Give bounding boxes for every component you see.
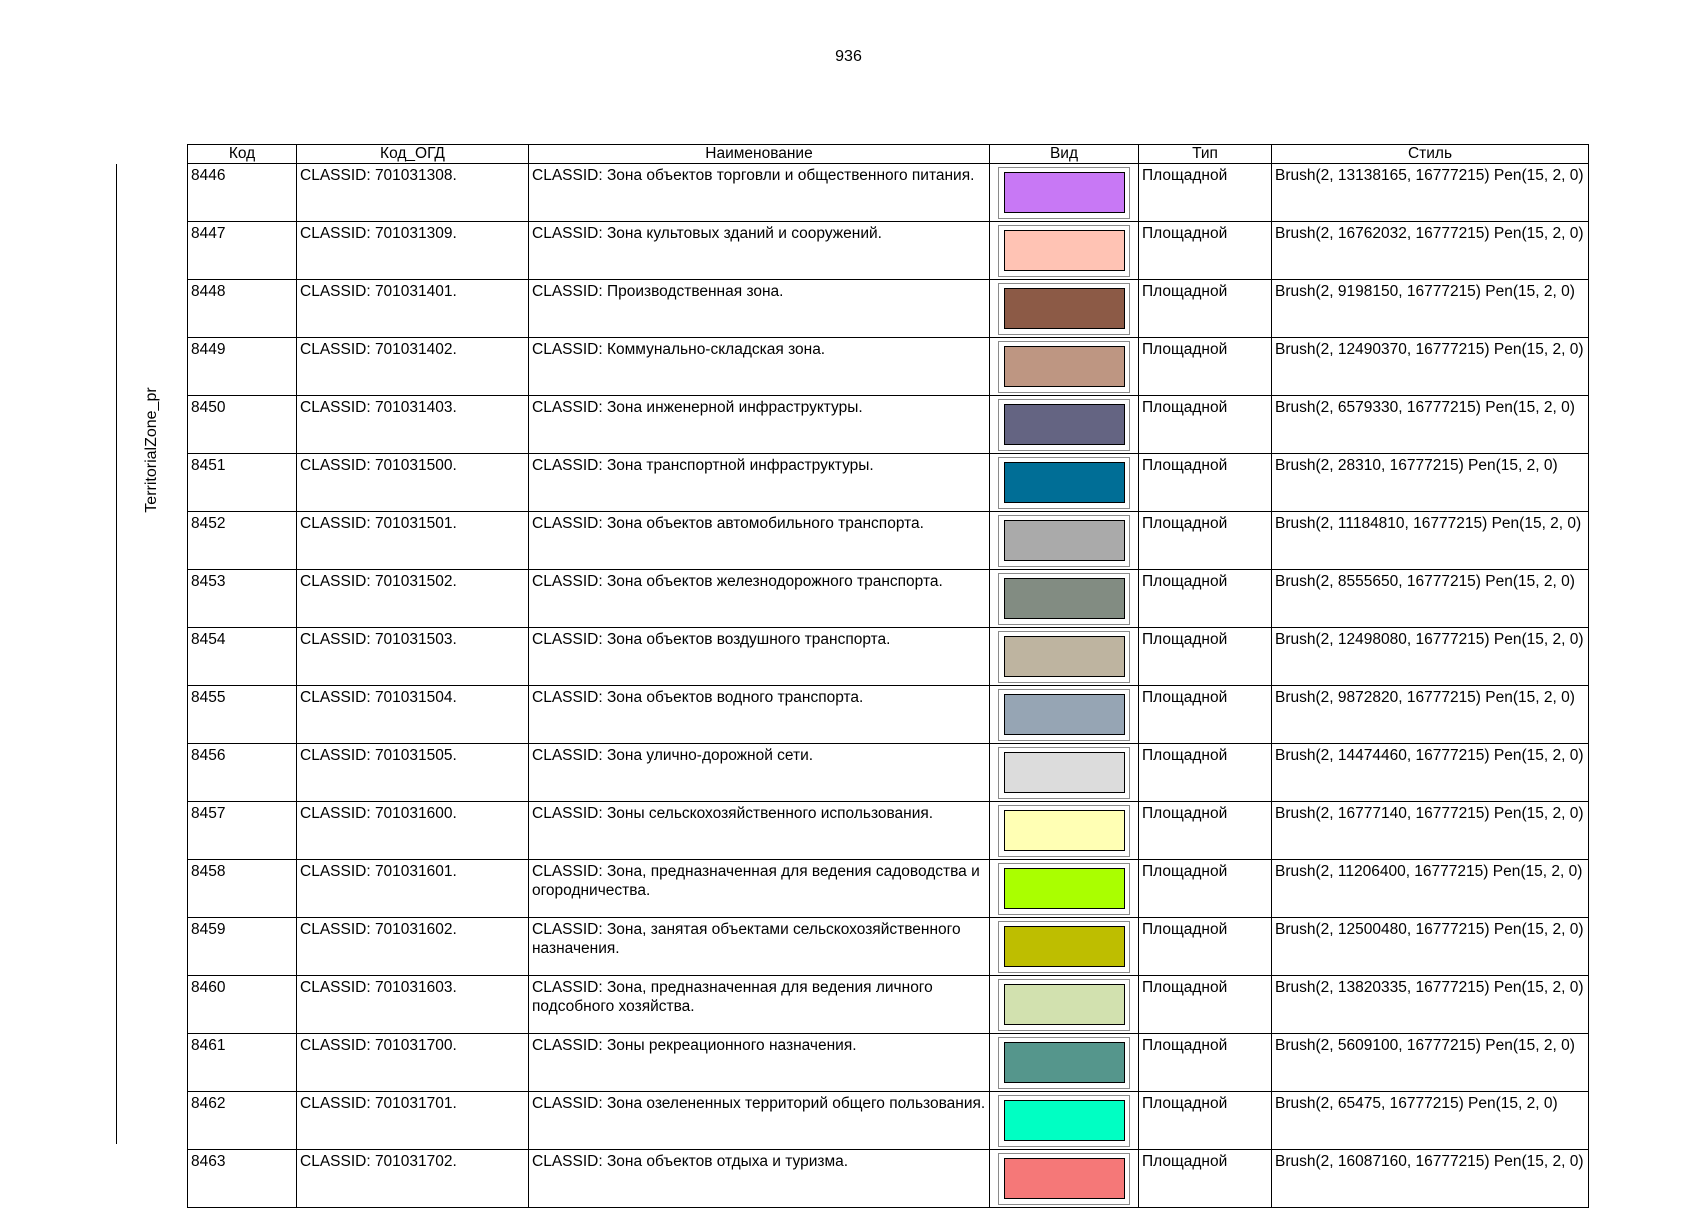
page-number: 936 xyxy=(835,48,862,65)
cell-style: Brush(2, 65475, 16777215) Pen(15, 2, 0) xyxy=(1272,1092,1589,1150)
cell-code: 8448 xyxy=(188,280,297,338)
cell-name: CLASSID: Зона, занятая объектами сельскохозяйственного назначения. xyxy=(529,918,990,976)
cell-ogd-code: CLASSID: 701031602. xyxy=(297,918,529,976)
table-row xyxy=(188,976,1589,1034)
cell-code: 8461 xyxy=(188,1034,297,1092)
cell-name: CLASSID: Зона объектов железнодорожного транспорта. xyxy=(529,570,990,628)
cell-ogd-code: CLASSID: 701031501. xyxy=(297,512,529,570)
swatch-frame xyxy=(998,225,1130,277)
table-row xyxy=(188,222,1589,280)
table-row xyxy=(188,1092,1589,1150)
swatch-frame xyxy=(998,341,1130,393)
cell-style: Brush(2, 8555650, 16777215) Pen(15, 2, 0) xyxy=(1272,570,1589,628)
color-swatch xyxy=(1004,346,1125,387)
cell-view xyxy=(990,454,1139,512)
cell-type: Площадной xyxy=(1139,686,1272,744)
color-swatch xyxy=(1004,810,1125,851)
cell-name: CLASSID: Зона инженерной инфраструктуры. xyxy=(529,396,990,454)
swatch-frame xyxy=(998,457,1130,509)
cell-style: Brush(2, 13820335, 16777215) Pen(15, 2, 0) xyxy=(1272,976,1589,1034)
cell-code: 8450 xyxy=(188,396,297,454)
table-row xyxy=(188,918,1589,976)
color-swatch xyxy=(1004,1158,1125,1199)
cell-ogd-code: CLASSID: 701031600. xyxy=(297,802,529,860)
cell-name: CLASSID: Зона, предназначенная для ведения личного подсобного хозяйства. xyxy=(529,976,990,1034)
cell-code: 8446 xyxy=(188,164,297,222)
cell-ogd-code: CLASSID: 701031700. xyxy=(297,1034,529,1092)
cell-type: Площадной xyxy=(1139,338,1272,396)
column-header-code: Код xyxy=(188,145,297,164)
cell-style: Brush(2, 16087160, 16777215) Pen(15, 2, 0) xyxy=(1272,1150,1589,1208)
cell-ogd-code: CLASSID: 701031500. xyxy=(297,454,529,512)
cell-type: Площадной xyxy=(1139,396,1272,454)
swatch-frame xyxy=(998,1153,1130,1205)
cell-style: Brush(2, 12500480, 16777215) Pen(15, 2, 0) xyxy=(1272,918,1589,976)
color-swatch xyxy=(1004,230,1125,271)
cell-style: Brush(2, 16762032, 16777215) Pen(15, 2, 0) xyxy=(1272,222,1589,280)
cell-code: 8447 xyxy=(188,222,297,280)
table-row xyxy=(188,1034,1589,1092)
cell-code: 8462 xyxy=(188,1092,297,1150)
cell-ogd-code: CLASSID: 701031701. xyxy=(297,1092,529,1150)
cell-view xyxy=(990,744,1139,802)
cell-style: Brush(2, 5609100, 16777215) Pen(15, 2, 0) xyxy=(1272,1034,1589,1092)
cell-type: Площадной xyxy=(1139,454,1272,512)
color-swatch xyxy=(1004,694,1125,735)
cell-name: CLASSID: Зона культовых зданий и сооружений. xyxy=(529,222,990,280)
cell-view xyxy=(990,396,1139,454)
color-swatch xyxy=(1004,926,1125,967)
swatch-frame xyxy=(998,167,1130,219)
cell-ogd-code: CLASSID: 701031603. xyxy=(297,976,529,1034)
cell-code: 8457 xyxy=(188,802,297,860)
cell-view xyxy=(990,338,1139,396)
table-row xyxy=(188,802,1589,860)
cell-ogd-code: CLASSID: 701031505. xyxy=(297,744,529,802)
cell-code: 8458 xyxy=(188,860,297,918)
classifier-table xyxy=(187,144,1589,1208)
cell-code: 8453 xyxy=(188,570,297,628)
cell-name: CLASSID: Зона транспортной инфраструктуры. xyxy=(529,454,990,512)
cell-ogd-code: CLASSID: 701031504. xyxy=(297,686,529,744)
cell-code: 8459 xyxy=(188,918,297,976)
swatch-frame xyxy=(998,747,1130,799)
color-swatch xyxy=(1004,984,1125,1025)
color-swatch xyxy=(1004,288,1125,329)
swatch-frame xyxy=(998,863,1130,915)
cell-name: CLASSID: Зона озелененных территорий общего пользования. xyxy=(529,1092,990,1150)
cell-view xyxy=(990,802,1139,860)
cell-name: CLASSID: Зона улично-дорожной сети. xyxy=(529,744,990,802)
cell-type: Площадной xyxy=(1139,860,1272,918)
cell-ogd-code: CLASSID: 701031401. xyxy=(297,280,529,338)
cell-code: 8451 xyxy=(188,454,297,512)
cell-name: CLASSID: Производственная зона. xyxy=(529,280,990,338)
swatch-frame xyxy=(998,689,1130,741)
cell-ogd-code: CLASSID: 701031308. xyxy=(297,164,529,222)
side-divider xyxy=(116,164,117,1144)
cell-code: 8460 xyxy=(188,976,297,1034)
table-row xyxy=(188,1150,1589,1208)
cell-name: CLASSID: Зона, предназначенная для ведения садоводства и огородничества. xyxy=(529,860,990,918)
column-header-name: Наименование xyxy=(529,145,990,164)
swatch-frame xyxy=(998,515,1130,567)
cell-type: Площадной xyxy=(1139,280,1272,338)
cell-ogd-code: CLASSID: 701031502. xyxy=(297,570,529,628)
cell-style: Brush(2, 9198150, 16777215) Pen(15, 2, 0) xyxy=(1272,280,1589,338)
cell-code: 8454 xyxy=(188,628,297,686)
cell-name: CLASSID: Коммунально-складская зона. xyxy=(529,338,990,396)
cell-view xyxy=(990,860,1139,918)
swatch-frame xyxy=(998,805,1130,857)
column-header-type: Тип xyxy=(1139,145,1272,164)
table-row xyxy=(188,744,1589,802)
swatch-frame xyxy=(998,921,1130,973)
cell-view xyxy=(990,918,1139,976)
cell-type: Площадной xyxy=(1139,628,1272,686)
cell-style: Brush(2, 28310, 16777215) Pen(15, 2, 0) xyxy=(1272,454,1589,512)
table-header-row xyxy=(188,145,1589,164)
cell-style: Brush(2, 16777140, 16777215) Pen(15, 2, 0) xyxy=(1272,802,1589,860)
swatch-frame xyxy=(998,283,1130,335)
cell-ogd-code: CLASSID: 701031601. xyxy=(297,860,529,918)
cell-code: 8449 xyxy=(188,338,297,396)
cell-view xyxy=(990,512,1139,570)
cell-type: Площадной xyxy=(1139,1150,1272,1208)
color-swatch xyxy=(1004,404,1125,445)
cell-style: Brush(2, 13138165, 16777215) Pen(15, 2, 0) xyxy=(1272,164,1589,222)
color-swatch xyxy=(1004,636,1125,677)
cell-name: CLASSID: Зона объектов торговли и общественного питания. xyxy=(529,164,990,222)
table-row xyxy=(188,164,1589,222)
cell-view xyxy=(990,1034,1139,1092)
cell-name: CLASSID: Зона объектов отдыха и туризма. xyxy=(529,1150,990,1208)
cell-code: 8455 xyxy=(188,686,297,744)
cell-code: 8456 xyxy=(188,744,297,802)
cell-code: 8463 xyxy=(188,1150,297,1208)
cell-type: Площадной xyxy=(1139,164,1272,222)
table-row xyxy=(188,512,1589,570)
cell-name: CLASSID: Зона объектов автомобильного транспорта. xyxy=(529,512,990,570)
cell-view xyxy=(990,1092,1139,1150)
table-row xyxy=(188,628,1589,686)
cell-type: Площадной xyxy=(1139,918,1272,976)
cell-style: Brush(2, 14474460, 16777215) Pen(15, 2, 0) xyxy=(1272,744,1589,802)
cell-type: Площадной xyxy=(1139,570,1272,628)
swatch-frame xyxy=(998,631,1130,683)
table-row xyxy=(188,860,1589,918)
color-swatch xyxy=(1004,172,1125,213)
cell-code: 8452 xyxy=(188,512,297,570)
table-row xyxy=(188,454,1589,512)
cell-style: Brush(2, 11184810, 16777215) Pen(15, 2, 0) xyxy=(1272,512,1589,570)
side-label: TerritorialZone_pr xyxy=(143,387,160,513)
color-swatch xyxy=(1004,1042,1125,1083)
cell-ogd-code: CLASSID: 701031402. xyxy=(297,338,529,396)
table-row xyxy=(188,280,1589,338)
column-header-style: Стиль xyxy=(1272,145,1589,164)
cell-style: Brush(2, 6579330, 16777215) Pen(15, 2, 0) xyxy=(1272,396,1589,454)
swatch-frame xyxy=(998,979,1130,1031)
cell-style: Brush(2, 12490370, 16777215) Pen(15, 2, 0) xyxy=(1272,338,1589,396)
cell-ogd-code: CLASSID: 701031702. xyxy=(297,1150,529,1208)
cell-name: CLASSID: Зона объектов воздушного транспорта. xyxy=(529,628,990,686)
cell-style: Brush(2, 9872820, 16777215) Pen(15, 2, 0) xyxy=(1272,686,1589,744)
color-swatch xyxy=(1004,868,1125,909)
swatch-frame xyxy=(998,573,1130,625)
cell-type: Площадной xyxy=(1139,512,1272,570)
cell-type: Площадной xyxy=(1139,222,1272,280)
cell-ogd-code: CLASSID: 701031503. xyxy=(297,628,529,686)
color-swatch xyxy=(1004,1100,1125,1141)
swatch-frame xyxy=(998,1095,1130,1147)
swatch-frame xyxy=(998,399,1130,451)
cell-view xyxy=(990,222,1139,280)
cell-type: Площадной xyxy=(1139,1034,1272,1092)
color-swatch xyxy=(1004,462,1125,503)
cell-name: CLASSID: Зоны рекреационного назначения. xyxy=(529,1034,990,1092)
cell-name: CLASSID: Зоны сельскохозяйственного использования. xyxy=(529,802,990,860)
cell-view xyxy=(990,280,1139,338)
table-row xyxy=(188,396,1589,454)
color-swatch xyxy=(1004,752,1125,793)
cell-ogd-code: CLASSID: 701031309. xyxy=(297,222,529,280)
cell-view xyxy=(990,570,1139,628)
table-row xyxy=(188,570,1589,628)
cell-type: Площадной xyxy=(1139,802,1272,860)
column-header-view: Вид xyxy=(990,145,1139,164)
cell-style: Brush(2, 11206400, 16777215) Pen(15, 2, 0) xyxy=(1272,860,1589,918)
cell-view xyxy=(990,164,1139,222)
cell-view xyxy=(990,628,1139,686)
cell-type: Площадной xyxy=(1139,1092,1272,1150)
cell-style: Brush(2, 12498080, 16777215) Pen(15, 2, 0) xyxy=(1272,628,1589,686)
cell-type: Площадной xyxy=(1139,976,1272,1034)
column-header-ogd-code: Код_ОГД xyxy=(297,145,529,164)
color-swatch xyxy=(1004,578,1125,619)
cell-type: Площадной xyxy=(1139,744,1272,802)
table-row xyxy=(188,338,1589,396)
cell-view xyxy=(990,976,1139,1034)
swatch-frame xyxy=(998,1037,1130,1089)
cell-ogd-code: CLASSID: 701031403. xyxy=(297,396,529,454)
cell-view xyxy=(990,686,1139,744)
cell-name: CLASSID: Зона объектов водного транспорта. xyxy=(529,686,990,744)
color-swatch xyxy=(1004,520,1125,561)
table-row xyxy=(188,686,1589,744)
cell-view xyxy=(990,1150,1139,1208)
